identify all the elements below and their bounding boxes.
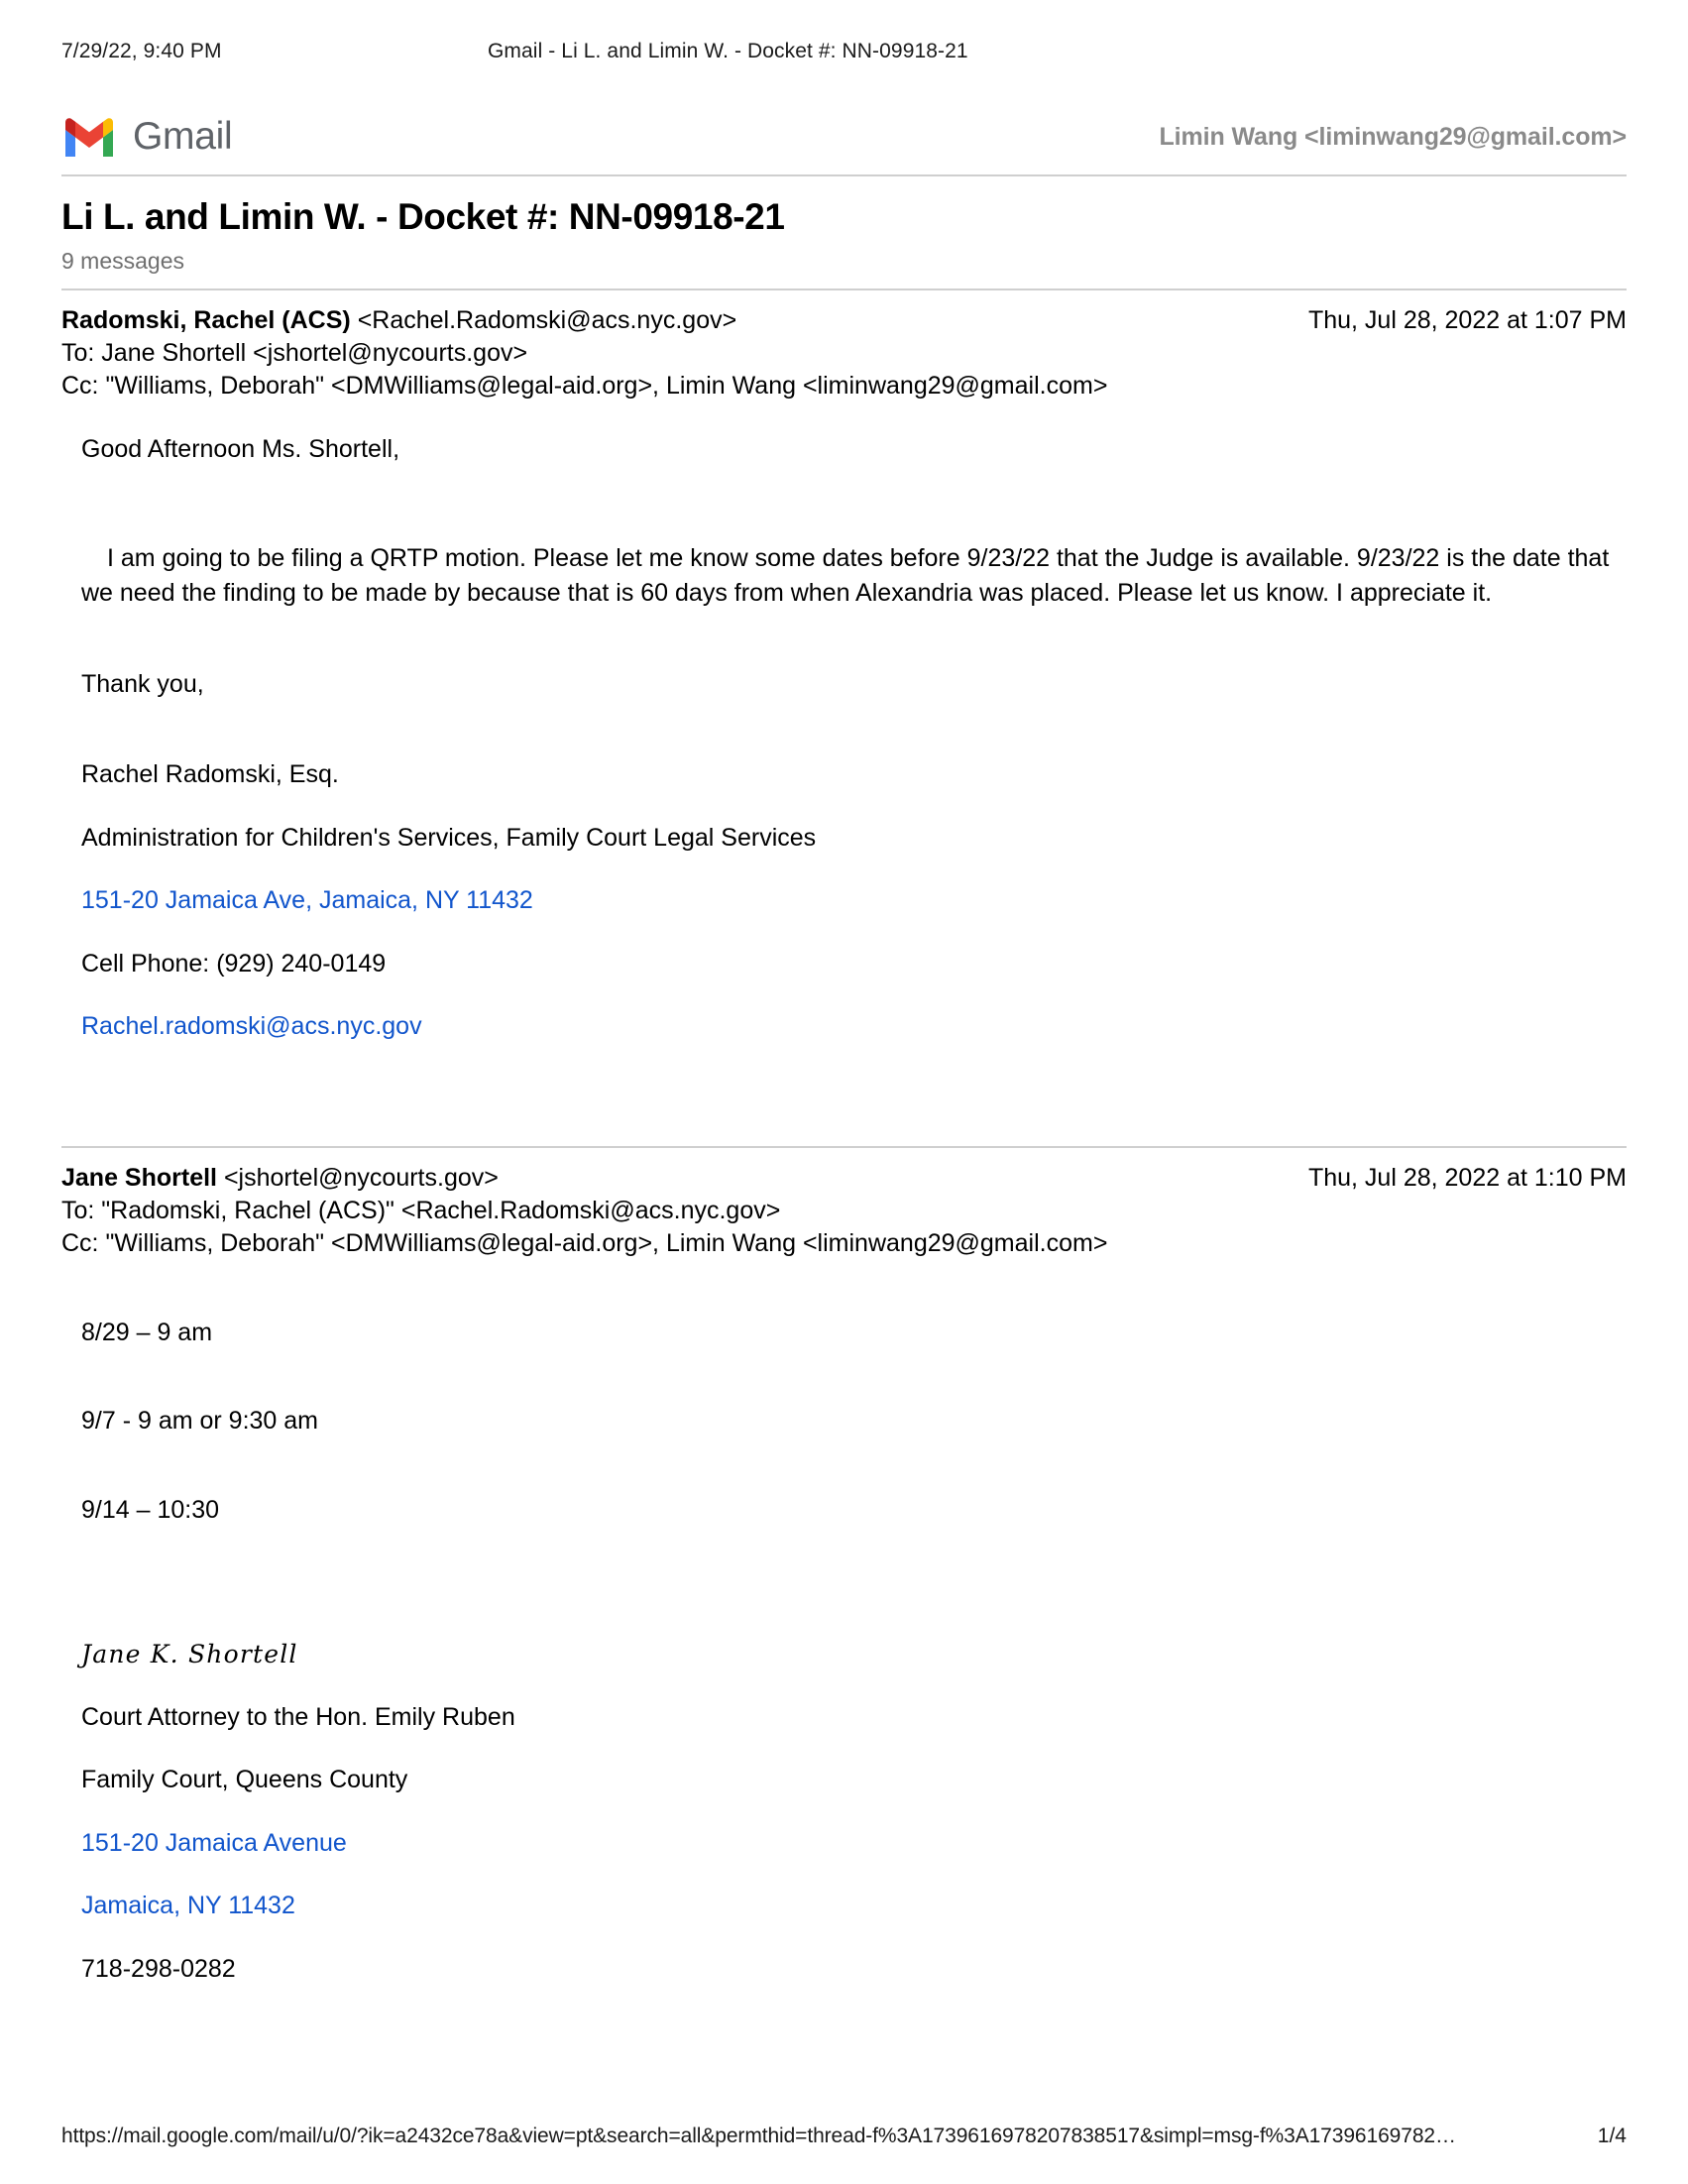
message-header: [61, 1162, 1627, 1195]
gmail-logo-icon: [61, 116, 117, 158]
signature-phone: Cell Phone: (929) 240-0149: [81, 949, 387, 977]
signature-address-line1-link[interactable]: 151-20 Jamaica Avenue: [81, 1828, 347, 1857]
message-body: [61, 402, 1627, 1146]
message-recipients-to: To: Jane Shortell <jshortel@nycourts.gov>: [61, 339, 528, 367]
message-paragraph: I am going to be filing a QRTP motion. Please let me know some dates before 9/23/22 that the Judge is available. 9/23/22 is the date that we need the finding to be made by because that is 60 days from when Alexandria was placed. Please let us know. I appreciate it.: [81, 543, 1610, 607]
account-email: Limin Wang <liminwang29@gmail.com>: [1159, 122, 1627, 151]
sender-name: Radomski, Rachel (ACS): [61, 306, 351, 334]
message-greeting: Good Afternoon Ms. Shortell,: [81, 435, 400, 463]
divider-top: [61, 174, 1627, 176]
message-header: [61, 304, 1627, 337]
sender-email: <jshortel@nycourts.gov>: [217, 1163, 499, 1192]
footer-source-url: https://mail.google.com/mail/u/0/?ik=a2432ce78a&view=pt&search=all&permthid=thread-f%3A1739616978207838517&simpl=msg-f%3A17396169782…: [61, 2125, 1456, 2147]
signature-script-name: Jane K. Shortell: [81, 1640, 298, 1668]
message-recipients-cc: Cc: "Williams, Deborah" <DMWilliams@legal-aid.org>, Limin Wang <liminwang29@gmail.com>: [61, 372, 1108, 400]
gmail-brand-row: [61, 115, 1627, 174]
print-header-title: Gmail - Li L. and Limin W. - Docket #: NN-09918-21: [488, 40, 968, 62]
signature-email-link[interactable]: Rachel.radomski@acs.nyc.gov: [81, 1012, 422, 1040]
message-recipients-to: To: "Radomski, Rachel (ACS)" <Rachel.Radomski@acs.nyc.gov>: [61, 1196, 781, 1224]
date-option: 8/29 – 9 am: [81, 1318, 213, 1346]
print-header: [61, 0, 1627, 63]
signature-court: Family Court, Queens County: [81, 1766, 408, 1793]
page-footer: [61, 2125, 1627, 2148]
date-option: 9/14 – 10:30: [81, 1495, 220, 1524]
message-date: Thu, Jul 28, 2022 at 1:10 PM: [1307, 1163, 1627, 1192]
message-recipients-cc: Cc: "Williams, Deborah" <DMWilliams@legal-aid.org>, Limin Wang <liminwang29@gmail.com>: [61, 1228, 1108, 1257]
gmail-branding: [61, 115, 232, 159]
footer-page-number: 1/4: [1597, 2125, 1627, 2147]
signature-phone: 718-298-0282: [81, 1954, 236, 1983]
sender-email: <Rachel.Radomski@acs.nyc.gov>: [350, 306, 737, 334]
message-closing: Thank you,: [81, 669, 204, 698]
message-date: Thu, Jul 28, 2022 at 1:07 PM: [1307, 306, 1627, 334]
signature-address-line2-link[interactable]: Jamaica, NY 11432: [81, 1892, 295, 1919]
sender-name: Jane Shortell: [61, 1163, 217, 1192]
thread-subject: Li L. and Limin W. - Docket #: NN-09918-21: [61, 196, 785, 237]
gmail-wordmark: Gmail: [133, 115, 233, 158]
signature-title: Court Attorney to the Hon. Emily Ruben: [81, 1702, 515, 1731]
print-header-datetime: 7/29/22, 9:40 PM: [61, 40, 222, 62]
signature-name: Rachel Radomski, Esq.: [81, 760, 339, 788]
signature-address-link[interactable]: 151-20 Jamaica Ave, Jamaica, NY 11432: [81, 886, 533, 914]
signature-organization: Administration for Children's Services, Family Court Legal Services: [81, 823, 817, 852]
message-sender: [61, 1162, 1308, 1195]
date-option: 9/7 - 9 am or 9:30 am: [81, 1407, 319, 1435]
thread-message-count: 9 messages: [61, 248, 185, 274]
email-message: [61, 290, 1627, 1146]
email-message: [61, 1148, 1627, 1988]
message-body: [61, 1260, 1627, 1988]
message-sender: [61, 304, 1308, 337]
